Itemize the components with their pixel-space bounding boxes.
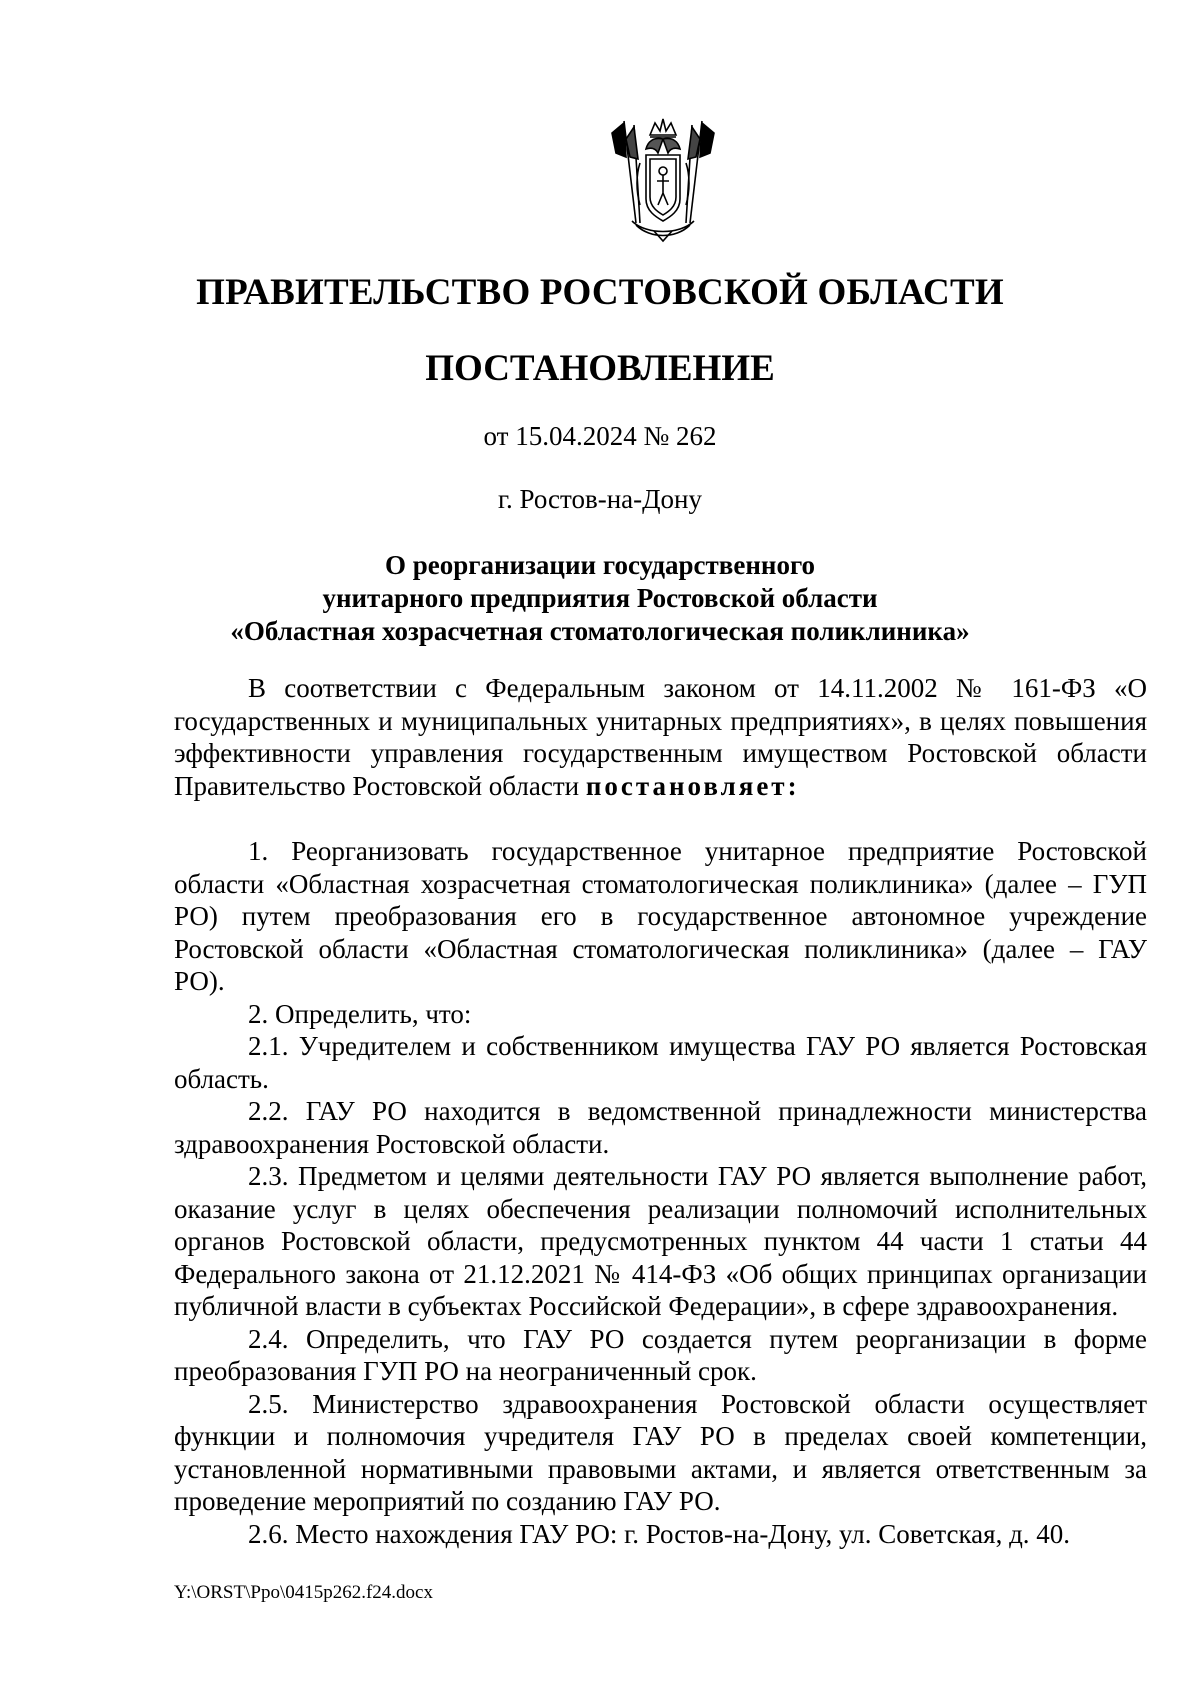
subject-line: «Областная хозрасчетная стоматологическая поликлиника» (230, 616, 970, 646)
document-city: г. Ростов-на-Дону (497, 484, 702, 514)
clause-2-5: 2.5. Министерство здравоохранения Ростовской области осуществляет функции и полномочия учредителя ГАУ РО в пределах своей компетенции, установленной нормативными правовыми актами, и является ответственным за проведение мероприятий по созданию ГАУ РО. (174, 1388, 1147, 1516)
document-type: ПОСТАНОВЛЕНИЕ (425, 348, 775, 389)
footer-file-path: Y:\ORST\Ppo\0415p262.f24.docx (174, 1582, 433, 1603)
clause-2-3: 2.3. Предметом и целями деятельности ГАУ РО является выполнение работ, оказание услуг в целях обеспечения реализации полномочий исполнительных органов Ростовской области, предусмотренных пунктом 44 части 1 статьи 44 Федерального закона от 21.12.2021 № 414-ФЗ «Об общих принципах организации публичной власти в субъектах Российской Федерации», в сфере здравоохранения. (174, 1161, 1147, 1321)
clause-2: 2. Определить, что: (248, 998, 472, 1029)
document-date-number: от 15.04.2024 № 262 (483, 421, 717, 451)
preamble-text: В соответствии с Федеральным законом от 14.11.2002 № 161-ФЗ «О государственных и муниципальных унитарных предприятиях», в целях повышения эффективности управления государственным имуществом Ростовской области Правительство Ростовской области (174, 673, 1147, 801)
clause-2-2: 2.2. ГАУ РО находится в ведомственной принадлежности министерства здравоохранения Ростовской области. (174, 1096, 1147, 1159)
decree-word: постановляет: (585, 770, 800, 801)
subject-line: унитарного предприятия Ростовской области (322, 583, 878, 613)
organization-title: ПРАВИТЕЛЬСТВО РОСТОВСКОЙ ОБЛАСТИ (196, 272, 1004, 313)
document-subject (0, 549, 1200, 648)
clause-2-1: 2.1. Учредителем и собственником имущества ГАУ РО является Ростовская область. (174, 1031, 1147, 1094)
subject-line: О реорганизации государственного (384, 550, 816, 580)
rostov-oblast-coat-of-arms-icon (606, 113, 720, 245)
clause-2-4: 2.4. Определить, что ГАУ РО создается путем реорганизации в форме преобразования ГУП РО на неограниченный срок. (174, 1323, 1147, 1386)
document-body (174, 672, 1147, 1550)
clause-2-6: 2.6. Место нахождения ГАУ РО: г. Ростов-на-Дону, ул. Советская, д. 40. (248, 1518, 1071, 1549)
clause-1: 1. Реорганизовать государственное унитарное предприятие Ростовской области «Областная хозрасчетная стоматологическая поликлиника» (далее – ГУП РО) путем преобразования его в государственное автономное учреждение Ростовской области «Областная стоматологическая поликлиника» (далее – ГАУ РО). (174, 836, 1147, 996)
preamble-paragraph (174, 672, 1147, 802)
